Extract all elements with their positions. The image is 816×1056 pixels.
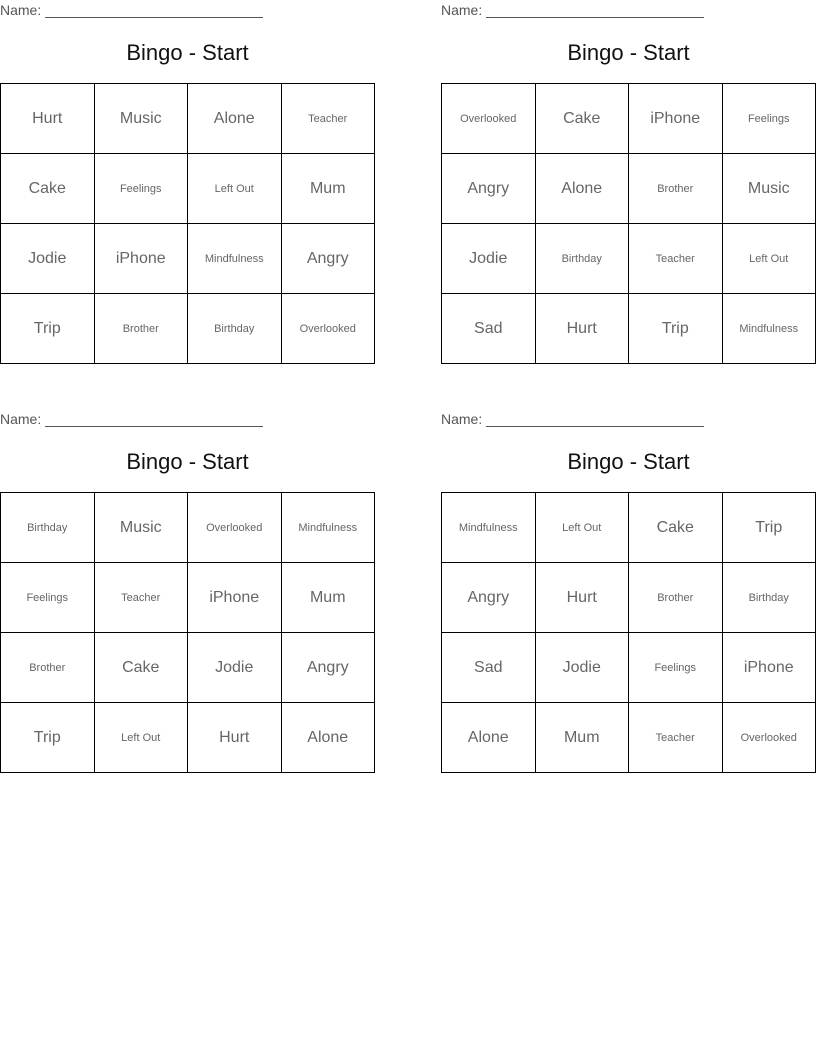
name-field	[441, 2, 704, 18]
name-label: Name:	[441, 411, 483, 427]
grid-cell: Jodie	[535, 633, 629, 703]
grid-cell: Mum	[281, 563, 375, 633]
grid-cell: iPhone	[722, 633, 816, 703]
grid-cell: Left Out	[535, 493, 629, 563]
grid-row	[1, 703, 375, 773]
grid-cell: Trip	[1, 294, 95, 364]
grid-cell: Hurt	[1, 84, 95, 154]
grid-cell: iPhone	[94, 224, 188, 294]
grid-cell: Music	[722, 154, 816, 224]
grid-cell: Cake	[535, 84, 629, 154]
grid-row	[1, 154, 375, 224]
grid-cell: Angry	[281, 224, 375, 294]
bingo-card	[441, 409, 816, 773]
grid-cell: Angry	[281, 633, 375, 703]
grid-row	[442, 224, 816, 294]
grid-cell: Angry	[442, 154, 536, 224]
grid-cell: Teacher	[281, 84, 375, 154]
grid-cell: Hurt	[535, 294, 629, 364]
grid-cell: iPhone	[188, 563, 282, 633]
card-title: Bingo - Start	[567, 449, 690, 474]
grid-cell: Alone	[442, 703, 536, 773]
grid-cell: Feelings	[722, 84, 816, 154]
grid-cell: Overlooked	[442, 84, 536, 154]
grid-row	[442, 154, 816, 224]
grid-cell: Brother	[94, 294, 188, 364]
grid-row	[442, 633, 816, 703]
grid-cell: Left Out	[188, 154, 282, 224]
grid-cell: Overlooked	[281, 294, 375, 364]
grid-cell: Alone	[281, 703, 375, 773]
grid-cell: Music	[94, 84, 188, 154]
grid-cell: Birthday	[722, 563, 816, 633]
bingo-card	[0, 0, 375, 364]
grid-cell: Birthday	[188, 294, 282, 364]
grid-cell: Hurt	[535, 563, 629, 633]
grid-row	[442, 493, 816, 563]
grid-cell: Left Out	[94, 703, 188, 773]
name-label: Name:	[0, 411, 42, 427]
grid-row	[1, 633, 375, 703]
grid-cell: Trip	[722, 493, 816, 563]
grid-cell: Feelings	[629, 633, 723, 703]
bingo-grid	[441, 492, 816, 773]
grid-cell: Teacher	[629, 703, 723, 773]
grid-cell: Hurt	[188, 703, 282, 773]
name-label: Name:	[0, 2, 42, 18]
bingo-grid	[0, 492, 375, 773]
grid-cell: Mindfulness	[722, 294, 816, 364]
grid-cell: Trip	[1, 703, 95, 773]
grid-cell: Sad	[442, 633, 536, 703]
grid-cell: Jodie	[1, 224, 95, 294]
grid-cell: Overlooked	[722, 703, 816, 773]
grid-cell: Jodie	[188, 633, 282, 703]
grid-cell: Music	[94, 493, 188, 563]
grid-row	[442, 294, 816, 364]
bingo-grid	[0, 83, 375, 364]
grid-row	[442, 84, 816, 154]
grid-cell: Mindfulness	[281, 493, 375, 563]
name-blank-line	[486, 3, 704, 18]
name-blank-line	[486, 412, 704, 427]
grid-cell: Brother	[1, 633, 95, 703]
grid-cell: Brother	[629, 563, 723, 633]
grid-cell: Brother	[629, 154, 723, 224]
grid-cell: Mindfulness	[442, 493, 536, 563]
grid-cell: iPhone	[629, 84, 723, 154]
name-field	[0, 2, 263, 18]
grid-cell: Teacher	[629, 224, 723, 294]
grid-cell: Sad	[442, 294, 536, 364]
grid-cell: Cake	[629, 493, 723, 563]
grid-cell: Left Out	[722, 224, 816, 294]
grid-cell: Birthday	[1, 493, 95, 563]
name-blank-line	[45, 412, 263, 427]
grid-cell: Mum	[535, 703, 629, 773]
bingo-card	[0, 409, 375, 773]
grid-cell: Teacher	[94, 563, 188, 633]
grid-cell: Alone	[535, 154, 629, 224]
grid-row	[1, 84, 375, 154]
grid-cell: Feelings	[1, 563, 95, 633]
grid-cell: Birthday	[535, 224, 629, 294]
grid-row	[442, 703, 816, 773]
card-title: Bingo - Start	[126, 449, 249, 474]
name-field	[0, 411, 263, 427]
grid-row	[1, 294, 375, 364]
name-blank-line	[45, 3, 263, 18]
grid-row	[1, 563, 375, 633]
name-label: Name:	[441, 2, 483, 18]
bingo-grid	[441, 83, 816, 364]
grid-row	[442, 563, 816, 633]
grid-cell: Overlooked	[188, 493, 282, 563]
grid-cell: Feelings	[94, 154, 188, 224]
grid-cell: Mindfulness	[188, 224, 282, 294]
grid-cell: Angry	[442, 563, 536, 633]
grid-row	[1, 224, 375, 294]
grid-cell: Mum	[281, 154, 375, 224]
grid-cell: Trip	[629, 294, 723, 364]
grid-cell: Cake	[1, 154, 95, 224]
grid-cell: Alone	[188, 84, 282, 154]
grid-row	[1, 493, 375, 563]
card-title: Bingo - Start	[126, 40, 249, 65]
grid-cell: Jodie	[442, 224, 536, 294]
name-field	[441, 411, 704, 427]
grid-cell: Cake	[94, 633, 188, 703]
bingo-card	[441, 0, 816, 364]
card-title: Bingo - Start	[567, 40, 690, 65]
